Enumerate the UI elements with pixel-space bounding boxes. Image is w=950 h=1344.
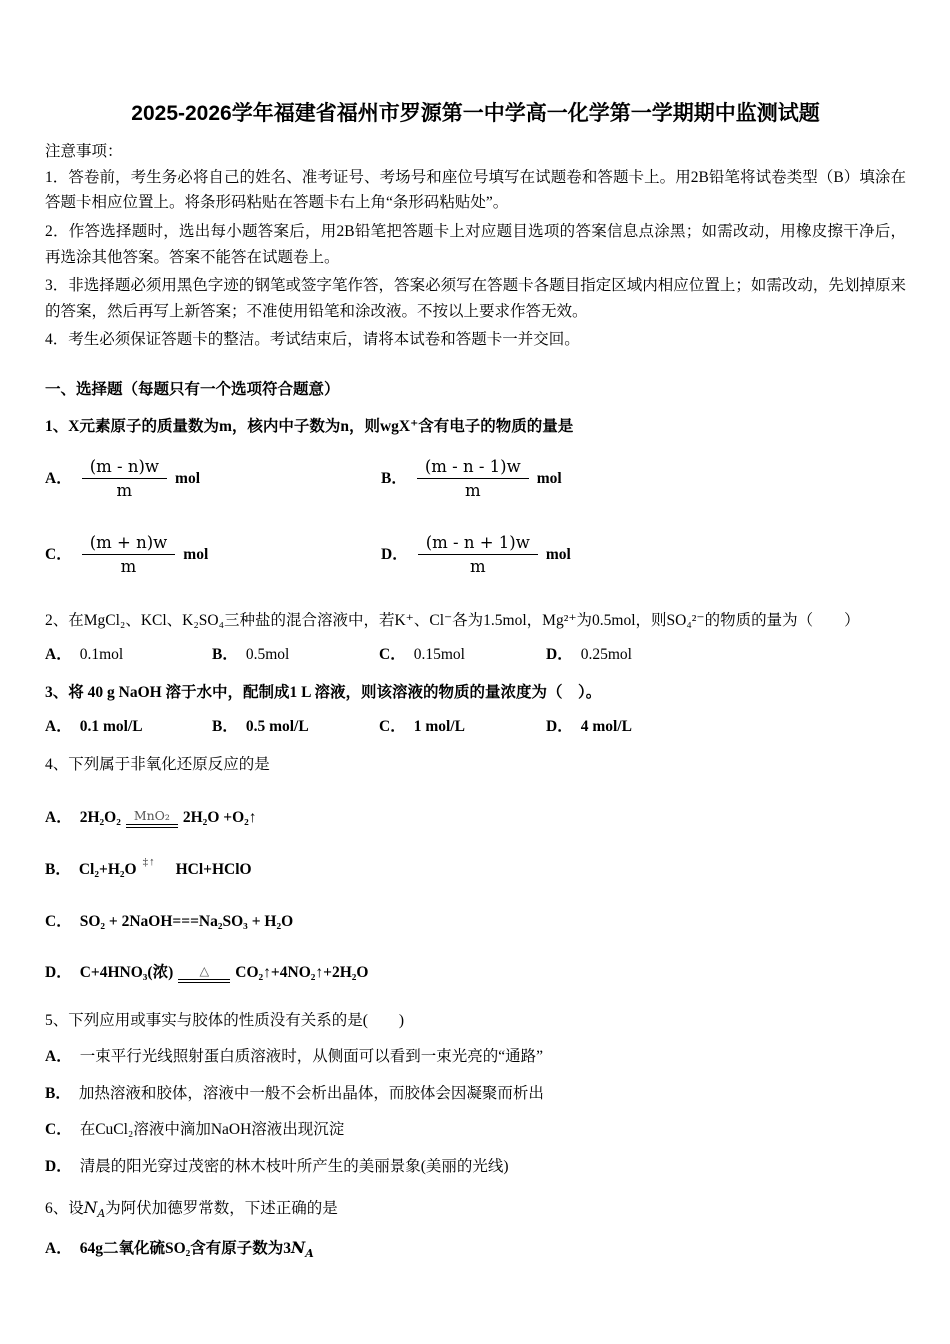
option-text: 1 mol/L [413, 718, 465, 736]
fraction [82, 456, 167, 502]
question-4-option-d [45, 960, 906, 986]
option-label: B． [45, 861, 71, 879]
equation-right: HCl+HClO [175, 861, 252, 879]
question-1-option-b [381, 456, 717, 502]
question-3-stem: 3、将 40 g NaOH 溶于水中，配制成1 L 溶液，则该溶液的物质的量浓度为（ ）。 [45, 683, 602, 701]
question-4-stem: 4、下列属于非氧化还原反应的是 [45, 755, 270, 773]
question-6-option-a [45, 1235, 906, 1263]
question-1-stem: 1、X元素原子的质量数为m，核内中子数为n，则wgX⁺含有电子的物质的量是 [45, 418, 574, 436]
option-label: B． [212, 646, 238, 664]
question-1-option-d [381, 532, 717, 578]
option-text: 加热溶液和胶体，溶液中一般不会析出晶体，而胶体会因凝聚而析出 [78, 1084, 544, 1102]
question-4 [45, 752, 906, 986]
option-label: A． [45, 470, 72, 488]
unit-label: mol [545, 545, 571, 563]
question-4-option-a [45, 805, 906, 831]
option-label: C． [379, 646, 406, 664]
equation-left: C+4HNO₃(浓) [79, 964, 174, 982]
section-heading-choice: 一、选择题（每题只有一个选项符合题意） [45, 380, 340, 398]
question-2-option-b [212, 642, 379, 668]
option-label: A． [45, 1048, 72, 1066]
option-label: D． [381, 545, 408, 563]
option-label: D． [45, 964, 72, 982]
option-text: 64g二氧化硫SO₂含有原子数为3 [79, 1239, 292, 1257]
question-5-option-b [45, 1081, 906, 1107]
double-bond-line [178, 979, 230, 983]
equation-condition-stack [178, 963, 230, 983]
notice-item-2: 2．作答选择题时，选出每小题答案后，用2B铅笔把答题卡上对应题目选项的答案信息点涂黑；如需改动，用橡皮擦干净后，再选涂其他答案。答案不能答在试题卷上。 [45, 222, 906, 266]
option-label: C． [45, 912, 72, 930]
equation-right: CO₂↑+4NO₂↑+2H₂O [235, 964, 369, 982]
question-3 [45, 680, 906, 740]
fraction-denominator: m [116, 481, 133, 501]
equation-condition-delta: △ [199, 963, 210, 979]
stem-text-pre: 6、设 [45, 1199, 84, 1217]
question-6 [45, 1196, 906, 1263]
question-2-option-d [546, 642, 632, 668]
avogadro-symbol: N [291, 1237, 306, 1257]
option-text: 一束平行光线照射蛋白质溶液时，从侧面可以看到一束光亮的“通路” [79, 1048, 543, 1066]
notice-item-1: 1．答卷前，考生务必将自己的姓名、准考证号、考场号和座位号填写在试题卷和答题卡上。用2B铅笔将试卷类型（B）填涂在答题卡相应位置上。将条形码粘贴在答题卡右上角“条形码粘贴处”。 [45, 168, 906, 212]
option-label: B． [212, 718, 238, 736]
option-text: 0.15mol [413, 646, 465, 664]
equation-left: Cl₂+H₂O [78, 861, 137, 879]
fraction-denominator: m [469, 557, 486, 577]
option-text: 0.5mol [245, 646, 290, 664]
option-label: A． [45, 646, 72, 664]
option-text: 在CuCl₂溶液中滴加NaOH溶液出现沉淀 [79, 1121, 345, 1139]
option-label: B． [381, 470, 407, 488]
option-text: 0.25mol [580, 646, 632, 664]
question-4-option-c [45, 909, 906, 935]
option-label: C． [379, 718, 406, 736]
question-5-option-d [45, 1154, 906, 1180]
question-3-option-b [212, 714, 379, 740]
option-label: A． [45, 1239, 72, 1257]
option-text: 清晨的阳光穿过茂密的林木枝叶所产生的美丽景象(美丽的光线) [79, 1157, 509, 1175]
fraction-numerator: (m - n + 1)w [418, 532, 538, 555]
equation-condition-stack [126, 808, 178, 828]
double-bond-line [126, 824, 178, 828]
option-label: C． [45, 545, 72, 563]
question-1 [45, 414, 906, 577]
option-label: D． [546, 718, 573, 736]
question-1-option-c [45, 532, 381, 578]
option-label: D． [546, 646, 573, 664]
question-1-options-row-2 [45, 532, 906, 578]
question-3-option-c [379, 714, 546, 740]
equation-left: 2H₂O₂ [79, 809, 121, 827]
option-text: 0.1mol [79, 646, 124, 664]
option-label: D． [45, 1157, 72, 1175]
fraction [417, 456, 529, 502]
avogadro-symbol-subscript: A [97, 1206, 106, 1220]
equation-condition: ‡↑ [142, 855, 156, 868]
option-text: 4 mol/L [580, 718, 632, 736]
fraction-numerator: (m + n)w [82, 532, 176, 555]
notice-item-3: 3．非选择题必须用黑色字迹的钢笔或签字笔作答，答案必须写在答题卡各题目指定区域内相应位置上；如需改动，先划掉原来的答案，然后再写上新答案；不准使用铅笔和涂改液。不按以上要求作答无效。 [45, 277, 906, 320]
question-6-stem [45, 1196, 906, 1223]
exam-title: 2025-2026学年福建省福州市罗源第一中学高一化学第一学期期中监测试题 [131, 102, 820, 125]
fraction [418, 532, 538, 578]
question-2-option-c [379, 642, 546, 668]
equation-condition: MnO₂ [133, 808, 170, 824]
option-label: C． [45, 1121, 72, 1139]
option-label: A． [45, 718, 72, 736]
question-5 [45, 1008, 906, 1180]
unit-label: mol [175, 470, 201, 488]
fraction-numerator: (m - n)w [82, 456, 167, 479]
question-2-options [45, 642, 906, 668]
question-3-options [45, 714, 906, 740]
question-2 [45, 608, 906, 668]
option-text: 0.5 mol/L [245, 718, 309, 736]
stem-text-post: 为阿伏加德罗常数，下述正确的是 [105, 1199, 338, 1217]
avogadro-symbol: N [83, 1198, 98, 1217]
unit-label: mol [183, 545, 209, 563]
question-4-option-b [45, 857, 906, 883]
question-2-option-a [45, 642, 212, 668]
equation-text: SO₂ + 2NaOH===Na₂SO₃ + H₂O [79, 912, 294, 930]
notice-item-4: 4．考生必须保证答题卡的整洁。考试结束后，请将本试卷和答题卡一并交回。 [45, 331, 580, 349]
question-5-option-a [45, 1044, 906, 1070]
question-5-stem: 5、下列应用或事实与胶体的性质没有关系的是( ) [45, 1011, 405, 1029]
option-text: 0.1 mol/L [79, 718, 143, 736]
question-1-option-a [45, 456, 381, 502]
fraction-numerator: (m - n - 1)w [417, 456, 529, 479]
notice-section [45, 139, 906, 353]
avogadro-symbol-subscript: A [305, 1246, 314, 1260]
unit-label: mol [536, 470, 562, 488]
equation-right: 2H₂O +O₂↑ [182, 809, 257, 827]
question-3-option-d [546, 714, 632, 740]
question-1-options-row-1 [45, 456, 906, 502]
question-5-option-c [45, 1117, 906, 1143]
option-label: A． [45, 809, 72, 827]
notice-heading: 注意事项： [45, 143, 123, 161]
question-2-stem: 2、在MgCl₂、KCl、K₂SO₄三种盐的混合溶液中，若K⁺、Cl⁻各为1.5mol，Mg²⁺为0.5mol，则SO₄²⁻的物质的量为（ ） [45, 611, 860, 629]
question-3-option-a [45, 714, 212, 740]
option-label: B． [45, 1084, 71, 1102]
fraction-denominator: m [464, 481, 481, 501]
fraction-denominator: m [120, 557, 137, 577]
fraction [82, 532, 176, 578]
